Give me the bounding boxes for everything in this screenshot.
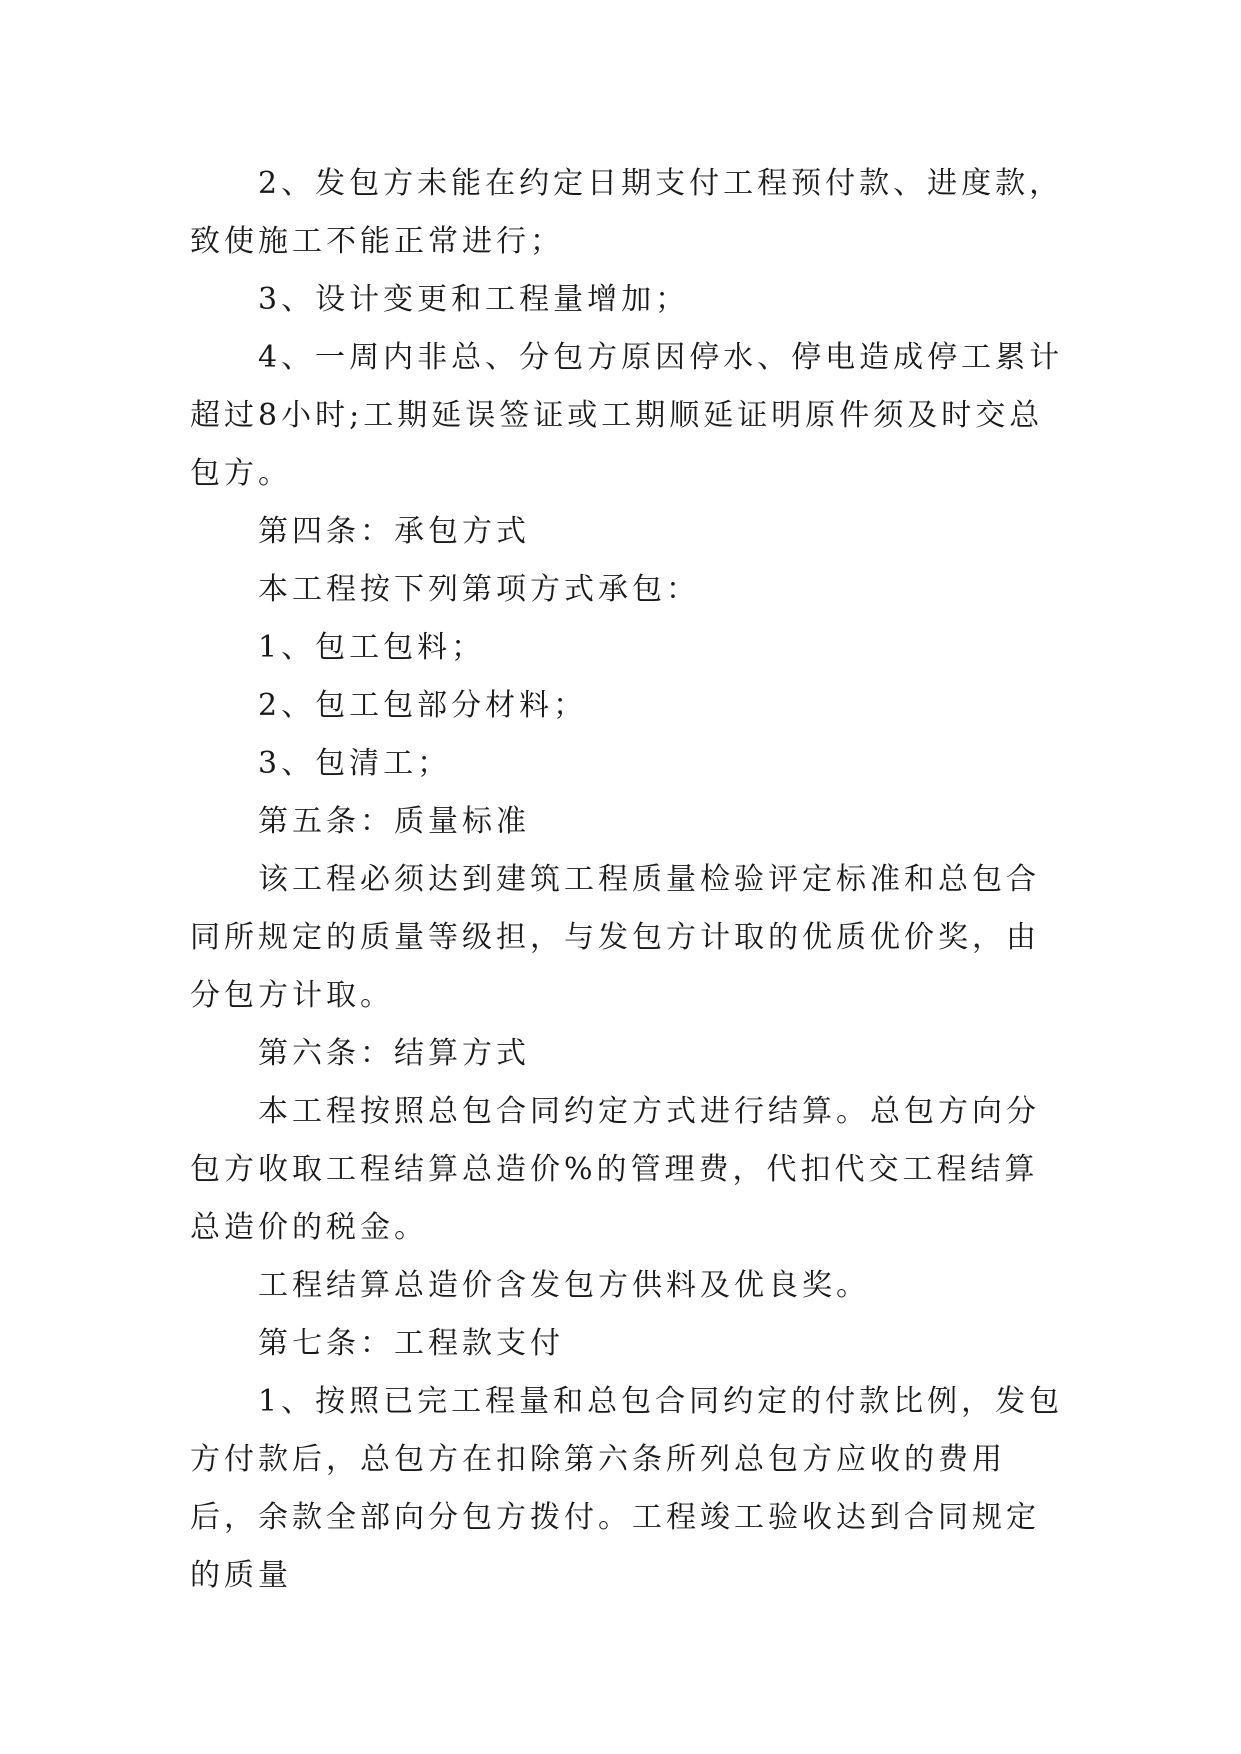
clause-2-delayed-payment: 2、发包方未能在约定日期支付工程预付款、进度款，致使施工不能正常进行； [190,166,1064,259]
quality-standard-text: 该工程必须达到建筑工程质量检验评定标准和总包合同所规定的质量等级担，与发包方计取的优质优价奖，由分包方计取。 [190,862,1040,1013]
payment-clause-1: 1、按照已完工程量和总包合同约定的付款比例，发包方付款后，总包方在扣除第六条所列总包方应收的费用后，余款全部向分包方拨付。工程竣工验收达到合同规定的质量 [190,1384,1064,1593]
article-7-heading: 第七条：工程款支付 [258,1326,564,1361]
contract-mode-item-2: 2、包工包部分材料； [258,688,588,723]
article-6-heading: 第六条：结算方式 [258,1036,530,1071]
clause-4-water-power-outage: 4、一周内非总、分包方原因停水、停电造成停工累计超过8小时;工期延误签证或工期顺延证明原件须及时交总包方。 [190,340,1064,491]
article-4-intro: 本工程按下列第项方式承包： [258,572,700,607]
settlement-total-note: 工程结算总造价含发包方供料及优良奖。 [258,1268,870,1303]
clause-3-design-change: 3、设计变更和工程量增加； [258,282,690,317]
contract-mode-item-3: 3、包清工； [258,746,452,781]
document-body [190,155,1070,1605]
article-4-heading: 第四条：承包方式 [258,514,530,549]
settlement-method-text: 本工程按照总包合同约定方式进行结算。总包方向分包方收取工程结算总造价%的管理费，代扣代交工程结算总造价的税金。 [190,1094,1040,1245]
article-5-heading: 第五条：质量标准 [258,804,530,839]
contract-mode-item-1: 1、包工包料； [258,630,486,665]
